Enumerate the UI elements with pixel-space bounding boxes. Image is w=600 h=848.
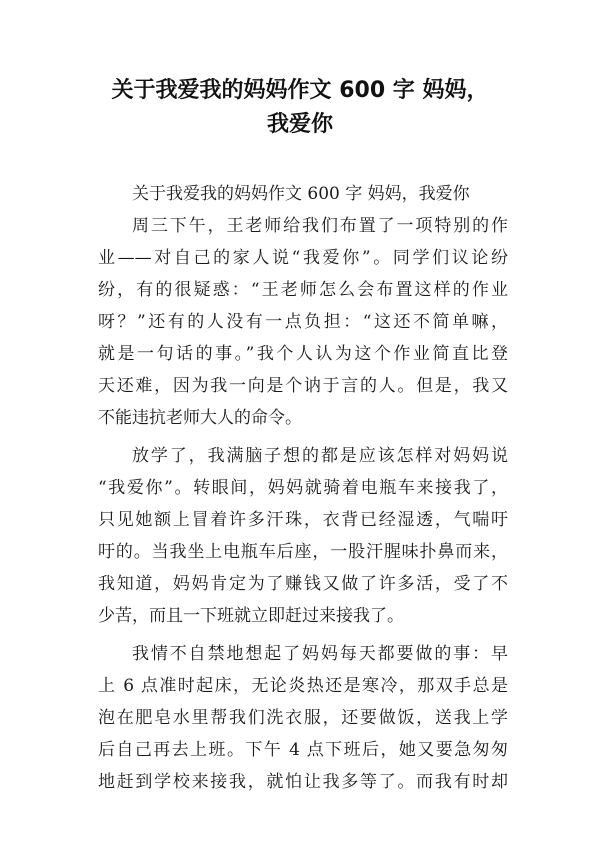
paragraph-2-line-2: “我爱你”。转眼间，妈妈就骑着电瓶车来接我了， — [98, 478, 508, 498]
title-line-1: 关于我爱我的妈妈作文 600 字 妈妈， — [111, 78, 489, 103]
paragraph-3-line-5: 地赶到学校来接我，就怕让我多等了。而我有时却 — [98, 772, 508, 792]
paragraph-2-line-1: 放学了，我满脑子想的都是应该怎样对妈妈说 — [132, 446, 508, 466]
paragraph-1-line-7: 不能违抗老师大人的命令。 — [98, 408, 302, 428]
paragraph-3-line-3: 泡在肥皂水里帮我们洗衣服，还要做饭，送我上学 — [98, 708, 508, 728]
paragraph-2-line-4: 吁的。当我坐上电瓶车后座，一股汗腥味扑鼻而来， — [98, 542, 508, 562]
body-line-subtitle: 关于我爱我的妈妈作文 600 字 妈妈，我爱你 — [132, 184, 470, 204]
title-line-2: 我爱你 — [266, 112, 333, 137]
document-body — [98, 178, 508, 798]
paragraph-1-line-1: 周三下午，王老师给我们布置了一项特别的作 — [132, 216, 508, 236]
paragraph-1-line-6: 天还难，因为我一向是个讷于言的人。但是，我又 — [98, 376, 508, 396]
paragraph-1-line-4: 呀？”还有的人没有一点负担：“这还不简单嘛， — [98, 312, 508, 332]
paragraph-3-line-4: 后自己再去上班。下午 4 点下班后，她又要急匆匆 — [98, 740, 508, 760]
paragraph-2-line-5: 我知道，妈妈肯定为了赚钱又做了许多活，受了不 — [98, 574, 508, 594]
paragraph-1-line-5: 就是一句话的事。”我个人认为这个作业简直比登 — [98, 344, 508, 364]
paragraph-1-line-2: 业——对自己的家人说“我爱你”。同学们议论纷 — [98, 248, 508, 268]
document-title — [60, 74, 540, 142]
paragraph-3-line-1: 我情不自禁地想起了妈妈每天都要做的事：早 — [132, 644, 508, 664]
paragraph-2-line-3: 只见她额上冒着许多汗珠，衣背已经湿透，气喘吁 — [98, 510, 508, 530]
paragraph-2-line-6: 少苦，而且一下班就立即赶过来接我了。 — [98, 606, 404, 626]
paragraph-3-line-2: 上 6 点准时起床，无论炎热还是寒冷，那双手总是 — [98, 676, 508, 696]
paragraph-1-line-3: 纷，有的很疑惑：“王老师怎么会布置这样的作业 — [98, 280, 508, 300]
